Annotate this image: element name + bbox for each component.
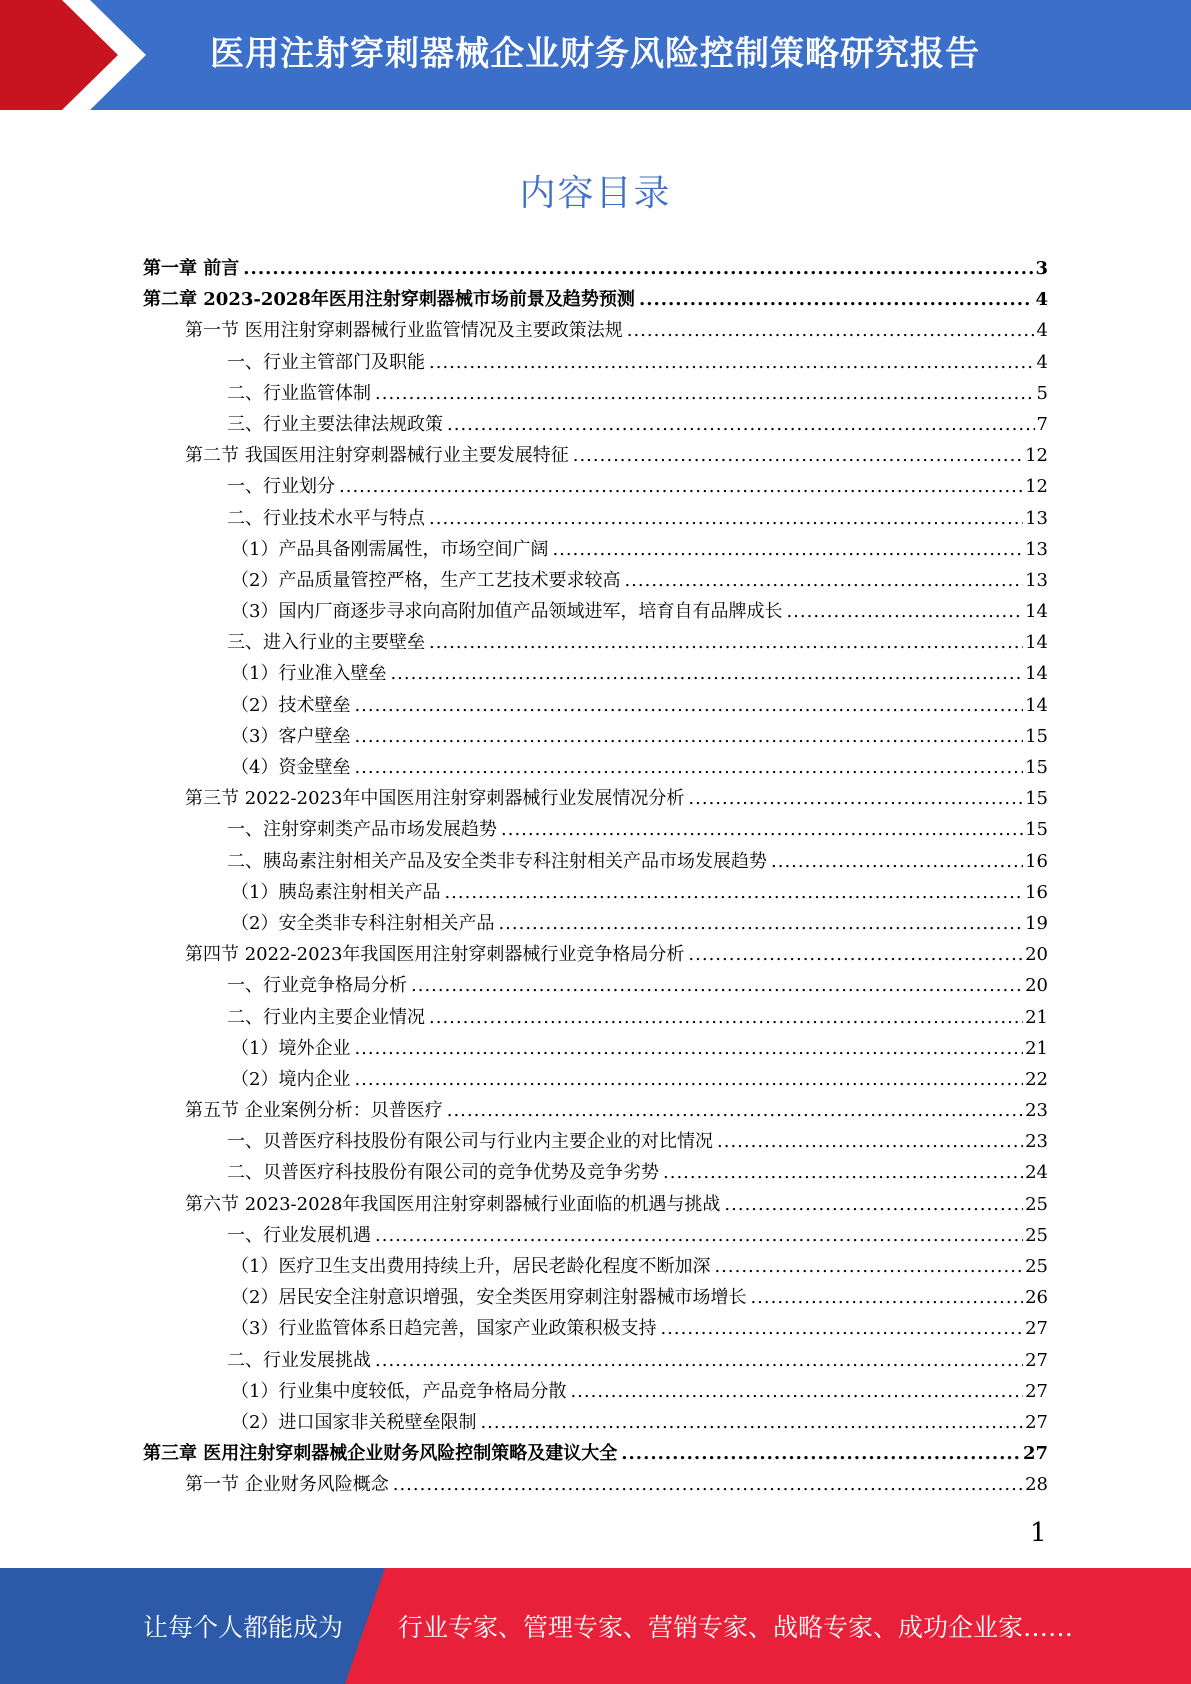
toc-leader-dots [447, 409, 1035, 440]
toc-entry-label: （3）客户壁垒 [231, 725, 351, 747]
toc-entry[interactable] [143, 690, 1048, 721]
toc-entry[interactable] [143, 409, 1048, 440]
toc-leader-dots [688, 939, 1023, 970]
toc-entry-label: 第三章 医用注射穿刺器械企业财务风险控制策略及建议大全 [143, 1443, 618, 1465]
toc-entry-page: 27 [1025, 1411, 1048, 1433]
toc-entry-label: （1）产品具备刚需属性，市场空间广阔 [231, 538, 549, 560]
toc-entry-page: 23 [1025, 1100, 1048, 1122]
toc-leader-dots [354, 721, 1023, 752]
toc-leader-dots [480, 1407, 1023, 1438]
toc-entry[interactable] [143, 1033, 1048, 1064]
toc-entry[interactable] [143, 1407, 1048, 1438]
toc-entry-page: 5 [1036, 382, 1048, 404]
report-header [0, 0, 1191, 110]
toc-entry-label: 二、胰岛素注射相关产品及安全类非专科注射相关产品市场发展趋势 [227, 850, 767, 872]
toc-entry-page: 26 [1025, 1287, 1048, 1309]
toc-entry-label: 二、行业发展挑战 [227, 1349, 371, 1371]
toc-entry[interactable] [143, 253, 1048, 284]
toc-entry-page: 25 [1025, 1256, 1048, 1277]
toc-leader-dots [750, 1282, 1023, 1313]
toc-entry-label: 第五节 企业案例分析：贝普医疗 [185, 1100, 443, 1122]
toc-entry-label: 一、行业发展机遇 [227, 1224, 371, 1246]
toc-leader-dots [243, 253, 1033, 284]
toc-entry-label: 二、行业内主要企业情况 [227, 1006, 425, 1028]
toc-leader-dots [660, 1313, 1023, 1344]
toc-entry-label: 第一节 企业财务风险概念 [185, 1474, 389, 1496]
toc-leader-dots [627, 315, 1035, 346]
toc-entry[interactable] [143, 627, 1048, 658]
toc-entry-page: 12 [1025, 476, 1048, 498]
toc-entry-label: （2）产品质量管控严格，生产工艺技术要求较高 [231, 569, 621, 591]
toc-entry[interactable] [143, 596, 1048, 627]
toc-leader-dots [375, 1220, 1023, 1251]
toc-entry[interactable] [143, 1345, 1048, 1376]
toc-entry[interactable] [143, 378, 1048, 409]
toc-entry-page: 15 [1025, 725, 1048, 747]
toc-entry-label: （4）资金壁垒 [231, 757, 351, 778]
toc-leader-dots [573, 440, 1023, 471]
toc-entry-page: 12 [1025, 445, 1048, 467]
toc-entry-page: 4 [1036, 351, 1048, 373]
toc-entry[interactable] [143, 1157, 1048, 1188]
toc-entry[interactable] [143, 1282, 1048, 1313]
toc-leader-dots [501, 814, 1023, 845]
toc-entry-label: 二、贝普医疗科技股份有限公司的竞争优势及竞争劣势 [227, 1162, 659, 1184]
toc-leader-dots [429, 347, 1035, 378]
toc-entry-page: 14 [1025, 632, 1048, 654]
toc-leader-dots [354, 1033, 1023, 1064]
toc-leader-dots [688, 783, 1023, 814]
toc-entry-page: 14 [1025, 601, 1048, 623]
toc-entry[interactable] [143, 1064, 1048, 1095]
toc-leader-dots [570, 1376, 1023, 1407]
toc-entry[interactable] [143, 1189, 1048, 1220]
toc-leader-dots [393, 1469, 1023, 1500]
toc-leader-dots [639, 284, 1034, 315]
toc-entry-label: （1）行业准入壁垒 [231, 663, 387, 685]
toc-entry-label: 一、注射穿刺类产品市场发展趋势 [227, 819, 497, 841]
toc-leader-dots [429, 627, 1023, 658]
toc-entry-page: 13 [1025, 569, 1048, 591]
toc-entry[interactable] [143, 846, 1048, 877]
table-of-contents [143, 253, 1048, 1501]
toc-leader-dots [444, 877, 1023, 908]
toc-entry[interactable] [143, 503, 1048, 534]
toc-entry-page: 19 [1025, 912, 1048, 934]
toc-entry-page: 4 [1036, 320, 1048, 342]
toc-entry-page: 27 [1025, 1380, 1048, 1402]
toc-entry-label: 第三节 2022-2023年中国医用注射穿刺器械行业发展情况分析 [185, 788, 685, 810]
toc-entry-page: 20 [1025, 975, 1048, 997]
toc-entry[interactable] [143, 1220, 1048, 1251]
toc-leader-dots [717, 1126, 1023, 1157]
page-number: 1 [1030, 1518, 1047, 1548]
toc-entry[interactable] [143, 565, 1048, 596]
toc-entry-page: 25 [1025, 1224, 1048, 1246]
footer-slogan-right: 行业专家、管理专家、营销专家、战略专家、成功企业家…… [398, 1613, 1074, 1642]
toc-leader-dots [411, 970, 1023, 1001]
toc-leader-dots [624, 565, 1023, 596]
toc-entry-label: （2）技术壁垒 [231, 694, 351, 716]
toc-entry-label: （1）胰岛素注射相关产品 [231, 881, 441, 903]
toc-leader-dots [621, 1438, 1021, 1469]
toc-entry-page: 27 [1022, 1443, 1048, 1465]
header-red-arrow-decoration [0, 0, 160, 110]
toc-leader-dots [354, 690, 1023, 721]
toc-entry-page: 28 [1025, 1474, 1048, 1496]
toc-leader-dots [339, 471, 1023, 502]
toc-leader-dots [724, 1189, 1023, 1220]
toc-entry-label: 三、行业主要法律法规政策 [227, 413, 443, 435]
toc-entry-page: 25 [1025, 1193, 1048, 1215]
toc-entry-label: 第一章 前言 [143, 258, 240, 279]
toc-entry[interactable] [143, 970, 1048, 1001]
toc-entry[interactable] [143, 1438, 1048, 1469]
toc-entry-label: 二、行业技术水平与特点 [227, 507, 425, 529]
toc-leader-dots [354, 752, 1023, 783]
toc-entry[interactable] [143, 1126, 1048, 1157]
toc-entry[interactable] [143, 1469, 1048, 1500]
toc-leader-dots [429, 1002, 1023, 1033]
toc-entry[interactable] [143, 658, 1048, 689]
toc-leader-dots [375, 1345, 1023, 1376]
toc-entry-page: 24 [1025, 1162, 1048, 1184]
toc-entry-label: （3）国内厂商逐步寻求向高附加值产品领域进军，培育自有品牌成长 [231, 601, 783, 623]
toc-entry-label: （1）境外企业 [231, 1037, 351, 1059]
toc-entry-page: 16 [1025, 881, 1048, 903]
toc-entry[interactable] [143, 908, 1048, 939]
toc-leader-dots [429, 503, 1023, 534]
toc-leader-dots [498, 908, 1023, 939]
toc-leader-dots [714, 1251, 1023, 1282]
toc-entry-label: 一、行业竞争格局分析 [227, 975, 407, 997]
toc-entry-page: 14 [1025, 663, 1048, 685]
toc-entry-page: 13 [1025, 538, 1048, 560]
toc-entry-label: 三、进入行业的主要壁垒 [227, 632, 425, 654]
toc-leader-dots [390, 658, 1023, 689]
toc-entry-label: （2）进口国家非关税壁垒限制 [231, 1411, 477, 1433]
toc-entry-label: （1）行业集中度较低，产品竞争格局分散 [231, 1380, 567, 1402]
toc-entry-page: 15 [1025, 788, 1048, 810]
toc-entry[interactable] [143, 440, 1048, 471]
toc-entry-page: 16 [1025, 850, 1048, 872]
toc-entry-page: 22 [1025, 1068, 1048, 1090]
toc-entry-page: 27 [1025, 1349, 1048, 1371]
toc-entry[interactable] [143, 1313, 1048, 1344]
toc-entry-label: （2）境内企业 [231, 1068, 351, 1090]
toc-leader-dots [771, 846, 1023, 877]
toc-entry[interactable] [143, 721, 1048, 752]
toc-entry-label: 第一节 医用注射穿刺器械行业监管情况及主要政策法规 [185, 320, 623, 342]
toc-leader-dots [663, 1157, 1023, 1188]
toc-entry[interactable] [143, 534, 1048, 565]
toc-entry-page: 4 [1035, 289, 1048, 311]
toc-entry[interactable] [143, 471, 1048, 502]
toc-leader-dots [375, 378, 1035, 409]
toc-entry[interactable] [143, 783, 1048, 814]
toc-leader-dots [786, 596, 1023, 627]
toc-entry-label: 一、行业主管部门及职能 [227, 351, 425, 373]
toc-entry-page: 7 [1036, 413, 1048, 435]
toc-entry-page: 15 [1025, 757, 1048, 778]
toc-entry-label: 一、行业划分 [227, 476, 335, 498]
toc-entry-page: 14 [1025, 694, 1048, 716]
toc-entry-label: （2）安全类非专科注射相关产品 [231, 912, 495, 934]
toc-entry[interactable] [143, 1251, 1048, 1282]
toc-entry-page: 20 [1025, 944, 1048, 966]
toc-entry-label: （2）居民安全注射意识增强，安全类医用穿刺注射器械市场增长 [231, 1287, 747, 1309]
toc-leader-dots [447, 1095, 1023, 1126]
toc-entry-label: 第二节 我国医用注射穿刺器械行业主要发展特征 [185, 445, 569, 467]
toc-entry[interactable] [143, 939, 1048, 970]
toc-entry[interactable] [143, 284, 1048, 315]
toc-entry[interactable] [143, 814, 1048, 845]
toc-entry[interactable] [143, 877, 1048, 908]
footer-slogan-left: 让每个人都能成为 [143, 1613, 344, 1642]
footer-banner [0, 1568, 1191, 1684]
toc-entry[interactable] [143, 752, 1048, 783]
toc-entry-page: 21 [1025, 1006, 1048, 1028]
toc-heading: 内容目录 [519, 173, 672, 214]
toc-entry[interactable] [143, 1002, 1048, 1033]
toc-entry[interactable] [143, 1095, 1048, 1126]
toc-entry-page: 13 [1025, 507, 1048, 529]
toc-entry-label: （1）医疗卫生支出费用持续上升，居民老龄化程度不断加深 [231, 1256, 711, 1277]
toc-entry-page: 3 [1035, 258, 1048, 279]
report-title: 医用注射穿刺器械企业财务风险控制策略研究报告 [210, 34, 980, 74]
toc-entry-page: 27 [1025, 1318, 1048, 1340]
toc-entry-page: 23 [1025, 1131, 1048, 1153]
toc-entry[interactable] [143, 347, 1048, 378]
toc-entry-page: 15 [1025, 819, 1048, 841]
toc-entry[interactable] [143, 315, 1048, 346]
toc-entry[interactable] [143, 1376, 1048, 1407]
toc-entry-page: 21 [1025, 1037, 1048, 1059]
toc-leader-dots [354, 1064, 1023, 1095]
toc-entry-label: 一、贝普医疗科技股份有限公司与行业内主要企业的对比情况 [227, 1131, 713, 1153]
toc-entry-label: 第六节 2023-2028年我国医用注射穿刺器械行业面临的机遇与挑战 [185, 1193, 721, 1215]
toc-entry-label: 二、行业监管体制 [227, 382, 371, 404]
toc-entry-label: 第二章 2023-2028年医用注射穿刺器械市场前景及趋势预测 [143, 289, 635, 311]
toc-leader-dots [552, 534, 1023, 565]
toc-entry-label: 第四节 2022-2023年我国医用注射穿刺器械行业竞争格局分析 [185, 944, 685, 966]
toc-entry-label: （3）行业监管体系日趋完善，国家产业政策积极支持 [231, 1318, 657, 1340]
